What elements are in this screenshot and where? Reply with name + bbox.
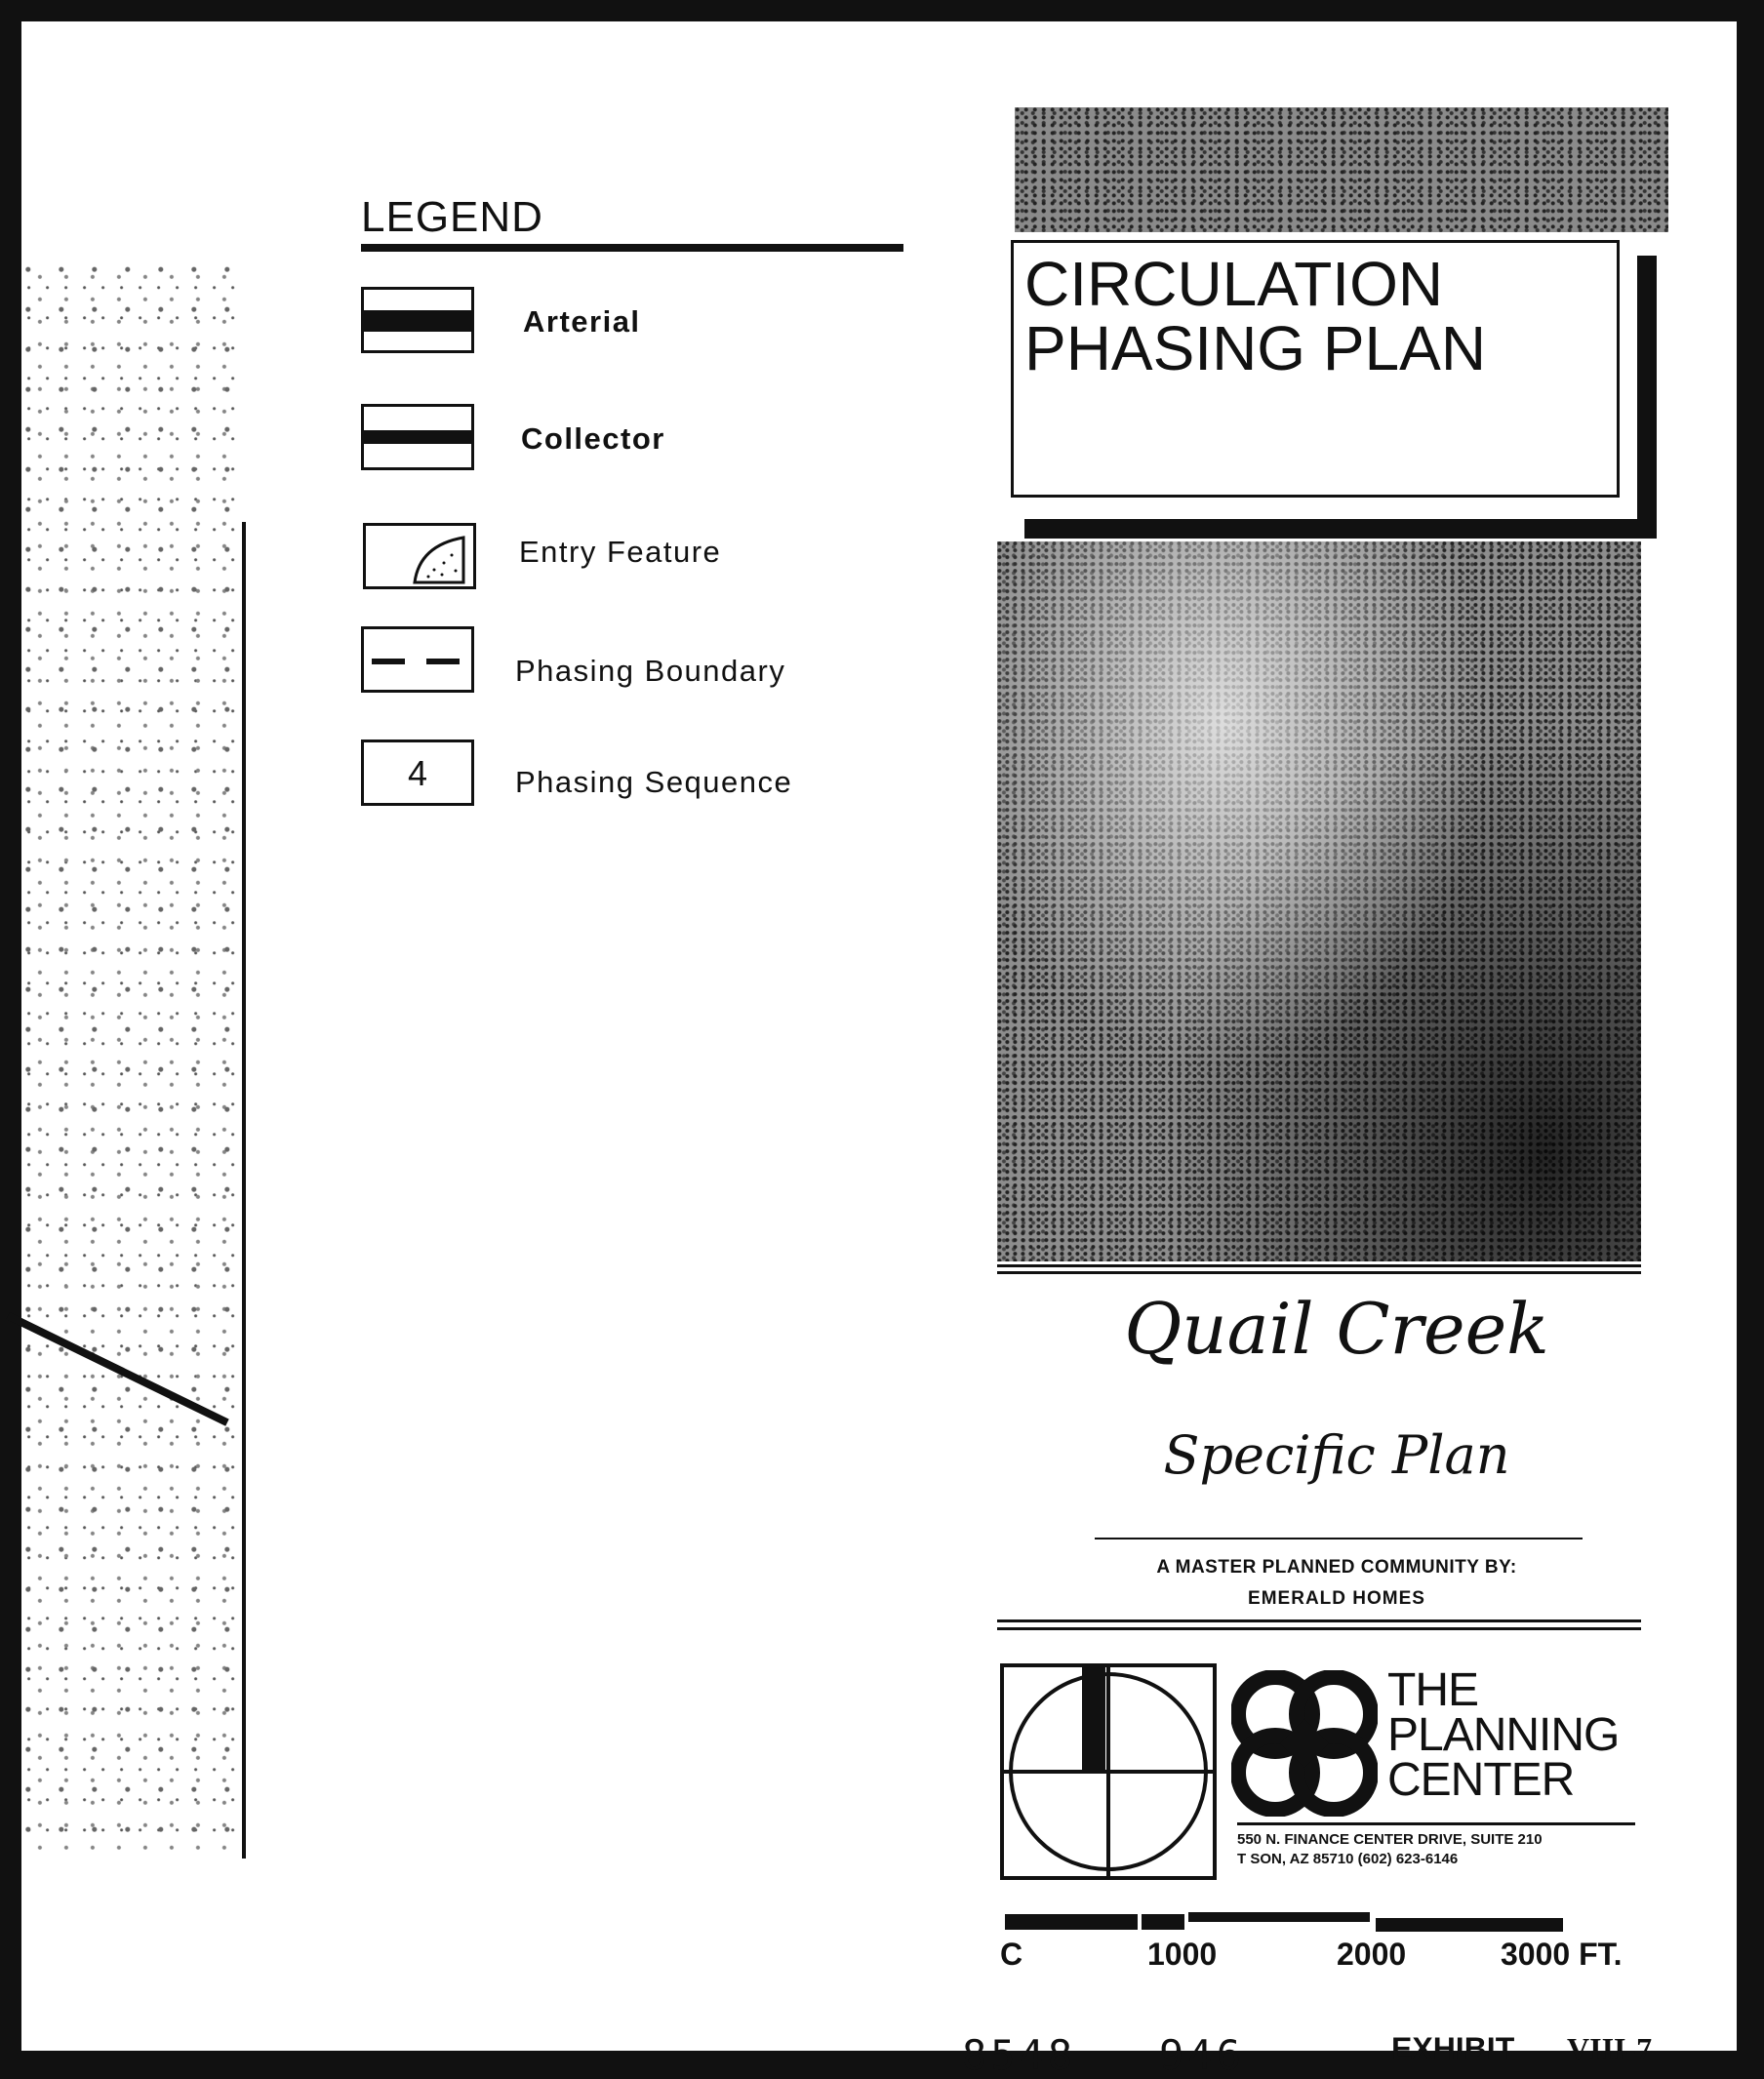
- firm-name: THE PLANNING CENTER: [1387, 1664, 1620, 1806]
- aerial-photo: [997, 541, 1641, 1261]
- quadrant-logo-icon: [1004, 1667, 1213, 1876]
- community-tagline: A MASTER PLANNED COMMUNITY BY:: [1156, 1557, 1517, 1578]
- rule-under-photo-2: [997, 1271, 1641, 1274]
- project-name: Quail Creek: [1124, 1288, 1549, 1370]
- legend-underline: [361, 244, 903, 252]
- legend-label-phasing-boundary: Phasing Boundary: [515, 654, 786, 688]
- exhibit-number: VIII-7: [1567, 2031, 1653, 2066]
- legend-label-phasing-sequence: Phasing Sequence: [515, 765, 793, 799]
- site-map-excerpt: [21, 263, 246, 1854]
- legend-label-collector: Collector: [521, 421, 665, 456]
- dash-2: [426, 659, 460, 664]
- developer-name: EMERALD HOMES: [1248, 1588, 1425, 1609]
- scale-label-0: C: [1000, 1937, 1023, 1972]
- rule-above-logo-2: [997, 1627, 1641, 1630]
- planning-center-logo: [1231, 1670, 1378, 1817]
- collector-symbol: [361, 404, 474, 470]
- map-border-line: [242, 522, 246, 1859]
- graphic-scale-bar: [1005, 1912, 1563, 1932]
- firm-address: 550 N. FINANCE CENTER DRIVE, SUITE 210 T SON, AZ 85710 (602) 623-6146: [1237, 1831, 1543, 1867]
- phasing-sequence-number: 4: [407, 753, 428, 793]
- project-logo: [1000, 1663, 1217, 1880]
- rule-above-logo: [997, 1619, 1641, 1622]
- title-box-shadow-right: [1637, 256, 1657, 539]
- clover-logo-icon: [1231, 1670, 1378, 1817]
- title-box-shadow-bottom: [1024, 519, 1657, 539]
- plan-title: CIRCULATION PHASING PLAN: [1024, 249, 1487, 383]
- document-number-left: 8548: [962, 2031, 1077, 2079]
- legend-title: LEGEND: [361, 193, 543, 241]
- entry-feature-symbol: [363, 523, 476, 589]
- arterial-symbol: [361, 287, 474, 353]
- arterial-band: [364, 310, 471, 332]
- document-number-right: 946: [1159, 2031, 1245, 2079]
- legend-label-arterial: Arterial: [523, 304, 641, 339]
- project-subtitle: Specific Plan: [1163, 1424, 1510, 1486]
- scale-label-2000: 2000: [1337, 1937, 1407, 1972]
- dash-1: [372, 659, 405, 664]
- collector-band: [364, 430, 471, 444]
- entry-feature-icon: [366, 526, 473, 586]
- rule-under-photo: [997, 1264, 1641, 1267]
- rule-above-address: [1237, 1822, 1635, 1825]
- header-texture: [1015, 107, 1668, 232]
- rule-above-tagline: [1095, 1538, 1583, 1539]
- phasing-boundary-symbol: [361, 626, 474, 693]
- legend-label-entry-feature: Entry Feature: [519, 535, 722, 569]
- scale-label-3000: 3000 FT.: [1501, 1937, 1623, 1972]
- phasing-sequence-symbol: [361, 740, 474, 806]
- scale-label-1000: 1000: [1147, 1937, 1218, 1972]
- exhibit-label: EXHIBIT: [1391, 2031, 1515, 2066]
